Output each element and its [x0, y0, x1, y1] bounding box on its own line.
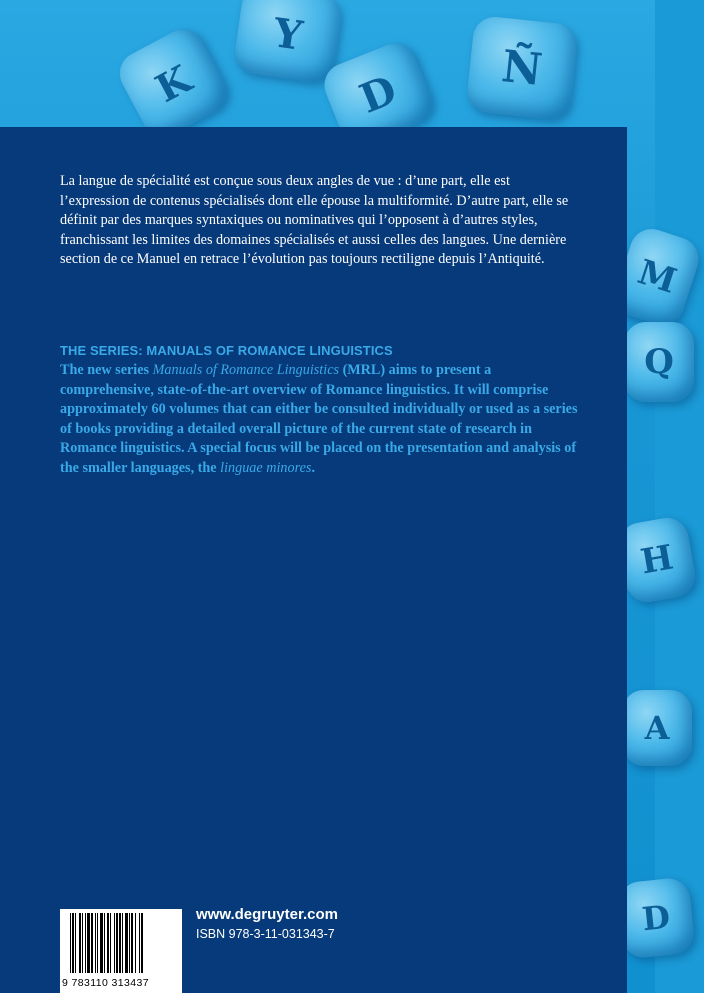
barcode-bar	[116, 913, 118, 973]
barcode-bar	[87, 913, 90, 973]
series-text-part2: (MRL) aims to present a comprehensive, state-of-the-art overview of Romance linguistics. It will comprise approximately 60 volumes that can either be consulted individually or used as a series of books providing a detailed overall picture of the current state of research in Romance linguistics. A special focus will be placed on the presentation and analysis of the smaller languages, the	[60, 362, 578, 476]
letter-tile-d2: D	[616, 876, 696, 959]
barcode-bar	[125, 913, 128, 973]
barcode-bar	[82, 913, 83, 973]
barcode-bar	[79, 913, 81, 973]
barcode-bar	[141, 913, 143, 973]
barcode-bars	[60, 909, 182, 979]
barcode-digits: 9 783110 313437	[62, 977, 149, 989]
letter-tile-d: D	[318, 37, 438, 151]
barcode-bar	[75, 913, 76, 973]
series-title-italic: Manuals of Romance Linguistics	[152, 362, 340, 378]
series-description	[60, 361, 580, 479]
letter-tile-k: K	[112, 22, 234, 144]
barcode-bar	[70, 913, 71, 973]
letter-tile-a: A	[622, 690, 692, 766]
barcode-bar	[100, 913, 103, 973]
letter-tile-y: Y	[232, 0, 343, 85]
barcode-bar	[139, 913, 140, 973]
letter-tile-h: H	[616, 515, 699, 606]
letter-tile-n-tilde: Ñ	[465, 15, 578, 121]
publisher-url[interactable]: www.degruyter.com	[196, 906, 338, 923]
barcode-bar	[110, 913, 111, 973]
barcode-bar	[91, 913, 93, 973]
series-text-part3: .	[311, 459, 315, 476]
series-text-part1: The new series	[60, 362, 153, 378]
barcode-bar	[114, 913, 115, 973]
series-heading: THE SERIES: MANUALS OF ROMANCE LINGUISTICS	[60, 343, 393, 358]
barcode-bar	[85, 913, 86, 973]
barcode-bar	[135, 913, 136, 973]
letter-tile-m: M	[610, 223, 704, 330]
barcode-bar	[104, 913, 105, 973]
intro-paragraph: La langue de spécialité est conçue sous deux angles de vue : d’une part, elle est l’expression de contenus spécialisés dont elle épouse la multiformité. D’autre part, elle se définit par des marques syntaxiques ou nominatives qui l’opposent à d’autres styles, franchissant les limites des domaines spécialisés et aussi celles des langues. Une dernière section de ce Manuel en retrace l’évolution pas toujours rectiligne depuis l’Antiquité.	[60, 173, 569, 268]
barcode-bar	[95, 913, 96, 973]
barcode-bar	[97, 913, 98, 973]
barcode-bar	[129, 913, 130, 973]
isbn-number: ISBN 978-3-11-031343-7	[196, 927, 335, 941]
isbn-barcode	[60, 909, 182, 993]
barcode-bar	[107, 913, 109, 973]
barcode-bar	[131, 913, 133, 973]
linguae-minores-italic: linguae minores	[220, 459, 312, 476]
barcode-bar	[122, 913, 123, 973]
letter-tile-q: Q	[624, 322, 694, 402]
barcode-bar	[72, 913, 74, 973]
barcode-bar	[119, 913, 121, 973]
